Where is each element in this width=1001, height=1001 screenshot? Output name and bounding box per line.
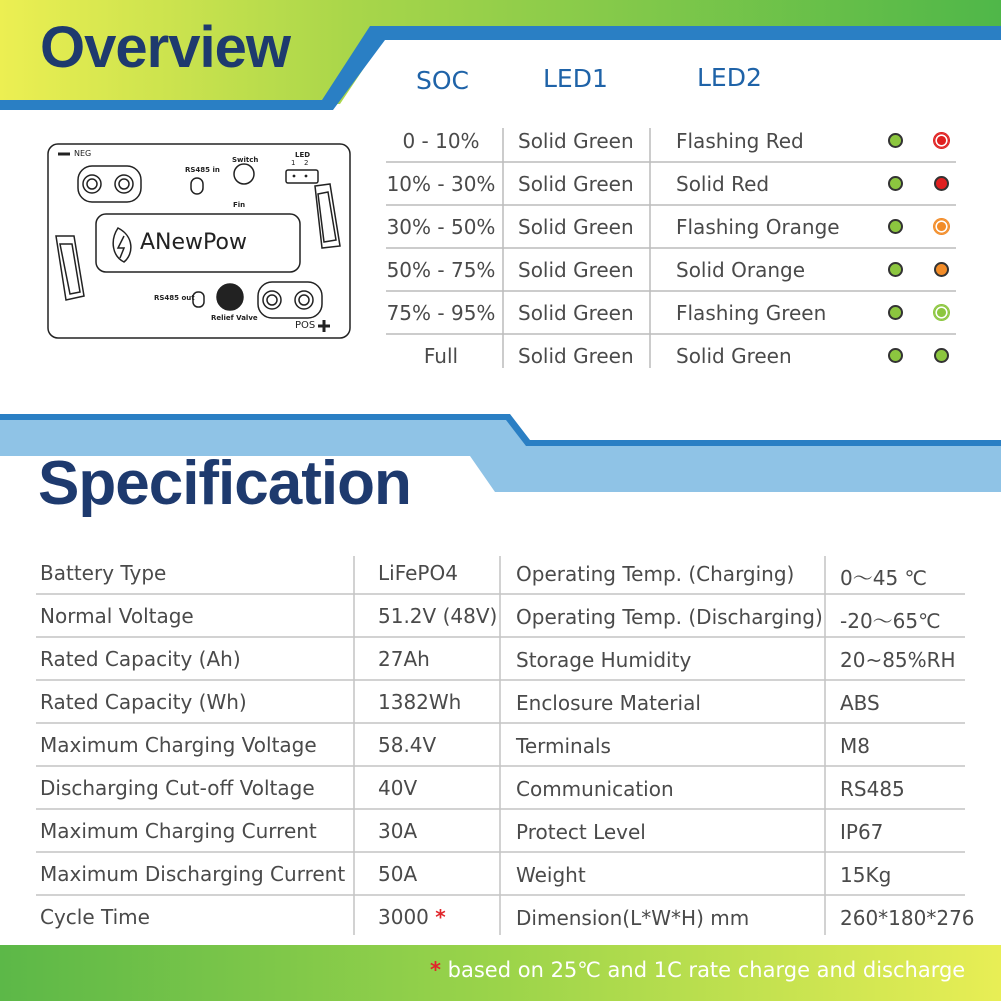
spec-label: Enclosure Material	[516, 691, 701, 715]
diagram-rs485-in-label: RS485 in	[185, 166, 220, 174]
led2-cell: Solid Red	[676, 172, 770, 196]
header-soc: SOC	[416, 66, 470, 95]
footnote	[430, 958, 965, 982]
diagram-led-2-label: 2	[304, 159, 309, 167]
diagram-brand-logo: ANewPow	[140, 230, 247, 255]
footnote-star: *	[430, 958, 441, 982]
spec-label: Communication	[516, 777, 674, 801]
spec-label: Maximum Charging Current	[40, 819, 317, 843]
led2-cell: Flashing Green	[676, 301, 827, 325]
led2-indicator-icon	[934, 176, 949, 191]
led1-cell: Solid Green	[518, 258, 634, 282]
diagram-led-label: LED	[295, 151, 311, 159]
led1-indicator-icon	[888, 262, 903, 277]
led2-indicator-icon	[934, 262, 949, 277]
spec-value-text: 3000	[378, 905, 429, 929]
led2-indicator-icon	[934, 133, 949, 148]
spec-value: 27Ah	[378, 647, 430, 671]
spec-value: M8	[840, 734, 870, 758]
led2-indicator-icon	[934, 305, 949, 320]
soc-cell: 0 - 10%	[402, 129, 480, 153]
spec-value: 51.2V (48V)	[378, 604, 498, 628]
diagram-relief-valve-label: Relief Valve	[211, 314, 258, 322]
soc-cell: 50% - 75%	[386, 258, 496, 282]
spec-value: IP67	[840, 820, 884, 844]
spec-label: Weight	[516, 863, 586, 887]
led1-indicator-icon	[888, 348, 903, 363]
diagram-switch-label: Switch	[232, 156, 259, 164]
soc-cell: 30% - 50%	[386, 215, 496, 239]
soc-cell: 10% - 30%	[386, 172, 496, 196]
spec-value: 260*180*276	[840, 906, 975, 930]
spec-value: 15Kg	[840, 863, 892, 887]
spec-value: RS485	[840, 777, 905, 801]
spec-value: -20～65℃	[840, 609, 941, 633]
spec-value	[378, 905, 446, 929]
specification-title: Specification	[38, 449, 411, 518]
spec-value: 40V	[378, 776, 418, 800]
spec-label: Protect Level	[516, 820, 646, 844]
spec-value: 50A	[378, 862, 418, 886]
led1-indicator-icon	[888, 176, 903, 191]
spec-label: Operating Temp. (Discharging)	[516, 605, 823, 629]
led2-cell: Flashing Red	[676, 129, 804, 153]
diagram-neg-label: NEG	[74, 149, 92, 158]
led1-indicator-icon	[888, 219, 903, 234]
footnote-text: based on 25℃ and 1C rate charge and discharge	[447, 958, 966, 982]
led1-indicator-icon	[888, 305, 903, 320]
spec-label: Battery Type	[40, 561, 167, 585]
spec-label: Operating Temp. (Charging)	[516, 562, 795, 586]
spec-label: Rated Capacity (Wh)	[40, 690, 247, 714]
spec-value: LiFePO4	[378, 561, 458, 585]
diagram-pos-label: POS	[295, 320, 316, 331]
spec-value: 20~85%RH	[840, 648, 956, 672]
spec-value: ABS	[840, 691, 880, 715]
led1-cell: Solid Green	[518, 172, 634, 196]
led1-cell: Solid Green	[518, 129, 634, 153]
spec-label: Storage Humidity	[516, 648, 692, 672]
header-led2: LED2	[697, 63, 762, 92]
overview-title: Overview	[40, 15, 290, 80]
led1-cell: Solid Green	[518, 301, 634, 325]
spec-value: 30A	[378, 819, 418, 843]
soc-cell: Full	[423, 344, 459, 368]
diagram-led-1-label: 1	[291, 159, 296, 167]
spec-label: Terminals	[516, 734, 611, 758]
spec-label: Rated Capacity (Ah)	[40, 647, 241, 671]
spec-label: Maximum Charging Voltage	[40, 733, 317, 757]
header-led1: LED1	[543, 64, 608, 93]
diagram-rs485-out-label: RS485 out	[154, 294, 195, 302]
soc-cell: 75% - 95%	[386, 301, 496, 325]
spec-label: Maximum Discharging Current	[40, 862, 346, 886]
led1-cell: Solid Green	[518, 344, 634, 368]
spec-label: Cycle Time	[40, 905, 150, 929]
led2-cell: Solid Orange	[676, 258, 805, 282]
spec-label: Normal Voltage	[40, 604, 194, 628]
footnote-marker: *	[435, 905, 446, 929]
led2-cell: Flashing Orange	[676, 215, 840, 239]
spec-value: 58.4V	[378, 733, 437, 757]
led2-cell: Solid Green	[676, 344, 792, 368]
led1-cell: Solid Green	[518, 215, 634, 239]
led2-indicator-icon	[934, 348, 949, 363]
led1-indicator-icon	[888, 133, 903, 148]
spec-value: 1382Wh	[378, 690, 462, 714]
led2-indicator-icon	[934, 219, 949, 234]
spec-value: 0～45 ℃	[840, 566, 927, 590]
spec-label: Dimension(L*W*H) mm	[516, 906, 750, 930]
diagram-fin-label: Fin	[233, 201, 246, 209]
spec-label: Discharging Cut-off Voltage	[40, 776, 315, 800]
